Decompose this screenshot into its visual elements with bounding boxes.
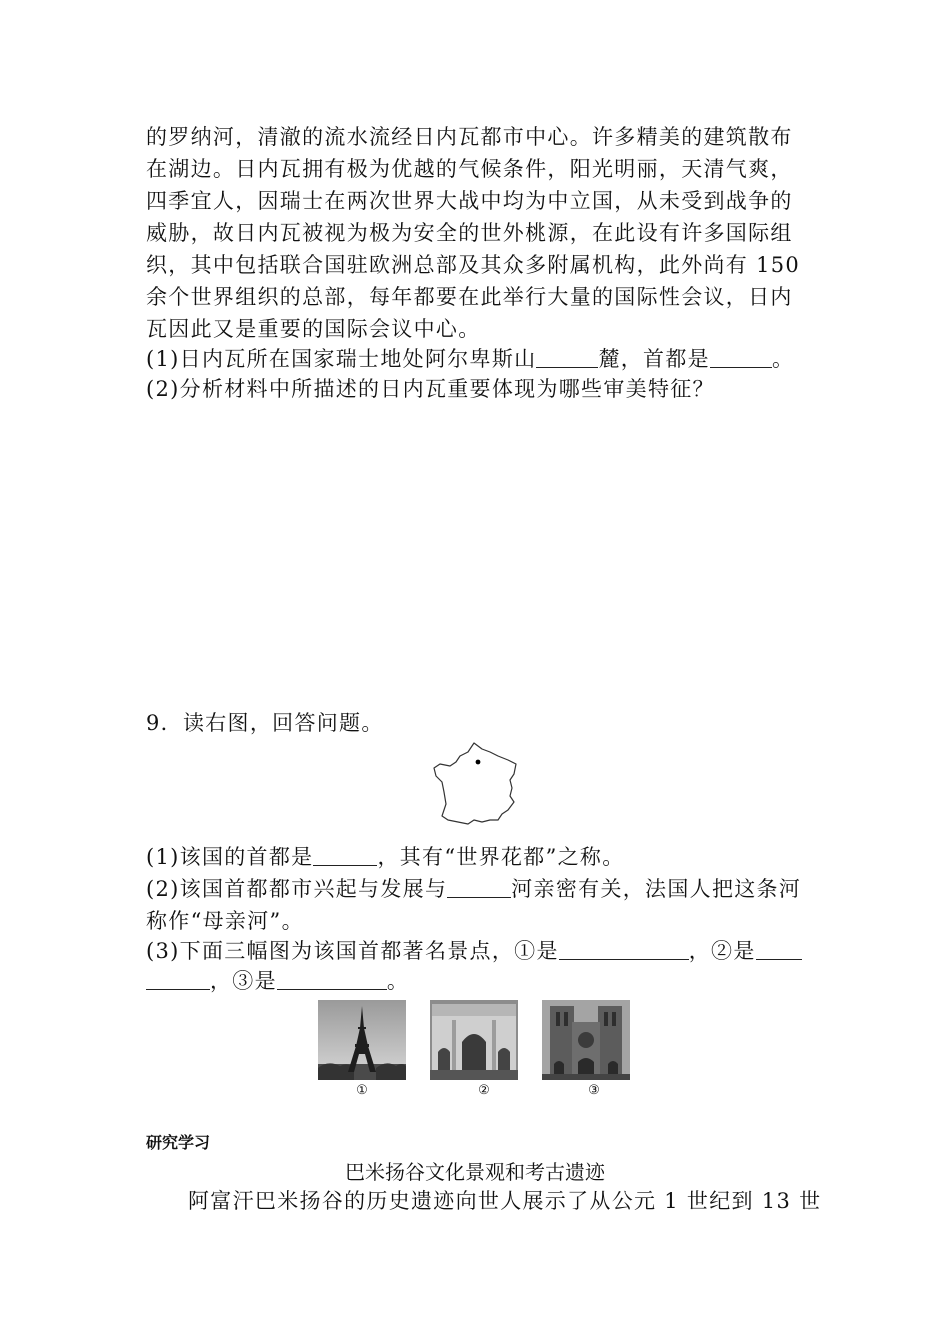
q8-sub1-text-c: 。 [771,347,795,371]
q9-blank-capital[interactable] [313,845,377,866]
q9-sub2-text-b: 河亲密有关，法国人把这条河 [511,877,802,901]
q9-sub1-text-b: ，其有“世界花都”之称。 [377,845,625,869]
q8-sub1-text-a: (1)日内瓦所在国家瑞士地处阿尔卑斯山 [146,347,537,371]
q8-sub1-text-b: 麓，首都是 [598,347,710,371]
research-first-line: 阿富汗巴米扬谷的历史遗迹向世人展示了从公元 1 世纪到 13 世 [188,1189,822,1213]
q9-sub2-cont: 称作“母亲河”。 [146,909,304,933]
q9-title: 9．读右图，回答问题。 [146,711,384,735]
passage-line-7: 瓦因此又是重要的国际会议中心。 [146,317,481,341]
q9-sub3-text-a: (3)下面三幅图为该国首都著名景点，①是 [146,939,559,963]
q9-sub3-text-d: 。 [386,969,410,993]
q9-sub1 [146,842,806,872]
q9-blank-landmark-3[interactable] [277,969,387,990]
notre-dame-photo [542,1000,630,1080]
passage-line-2: 在湖边。日内瓦拥有极为优越的气候条件，阳光明丽，天清气爽， [146,157,793,181]
research-heading: 研究学习 [146,1133,211,1152]
q9-sub3 [146,936,806,966]
q9-blank-landmark-2a[interactable] [756,939,802,960]
q9-sub3-text-b: ，②是 [688,939,756,963]
passage-line-6: 余个世界组织的总部，每年都要在此举行大量的国际性会议，日内 [146,285,793,309]
q9-blank-river[interactable] [447,877,511,898]
passage-line-3: 四季宜人，因瑞士在两次世界大战中均为中立国，从未受到战争的 [146,189,793,213]
research-title: 巴米扬谷文化景观和考古遗迹 [345,1160,605,1184]
q8-sub2: (2)分析材料中所描述的日内瓦重要体现为哪些审美特征？ [146,377,715,401]
passage-line-4: 威胁，故日内瓦被视为极为安全的世外桃源，在此设有许多国际组 [146,221,793,245]
france-map-icon [430,740,522,830]
photo-caption-2: ② [478,1083,490,1098]
photo-caption-1: ① [356,1083,368,1098]
q8-sub1 [146,344,806,374]
q9-blank-landmark-2b[interactable] [146,969,210,990]
passage-line-5: 织，其中包括联合国驻欧洲总部及其众多附属机构，此外尚有 150 [146,253,801,277]
q9-sub1-text-a: (1)该国的首都是 [146,845,314,869]
eiffel-tower-photo [318,1000,406,1080]
passage-line-1: 的罗纳河，清澈的流水流经日内瓦都市中心。许多精美的建筑散布 [146,125,793,149]
triumphal-arch-photo [430,1000,518,1080]
q9-blank-landmark-1[interactable] [559,939,689,960]
q9-sub2 [146,874,806,904]
capital-dot [476,760,481,765]
photo-caption-3: ③ [588,1083,600,1098]
q8-blank-mountain-side[interactable] [536,347,598,368]
q9-sub3-text-c: ，③是 [210,969,277,993]
q8-blank-capital[interactable] [710,347,772,368]
q9-sub2-text-a: (2)该国首都都市兴起与发展与 [146,877,448,901]
q9-sub3-cont [146,966,806,996]
